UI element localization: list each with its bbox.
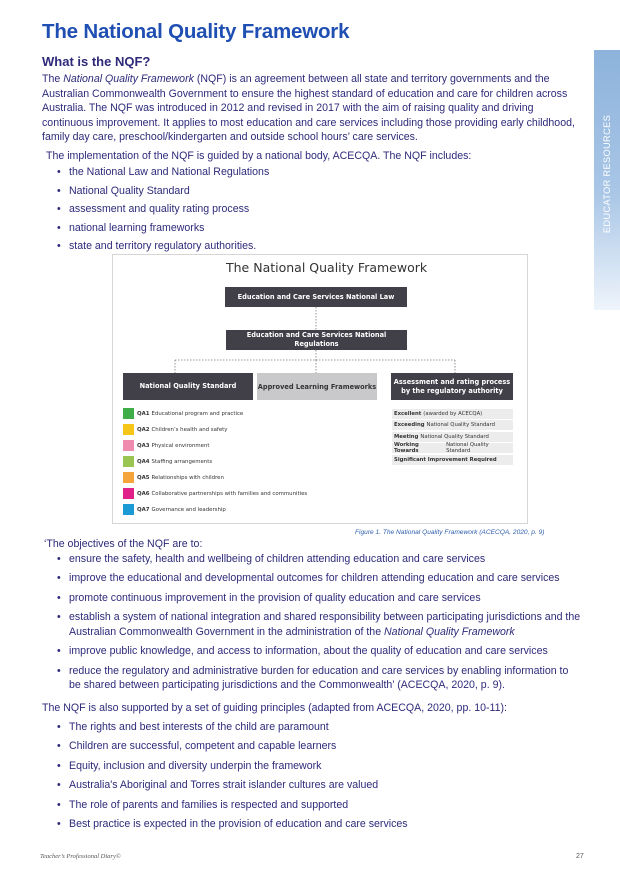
list-item: • assessment and quality rating process	[42, 202, 582, 217]
quality-area-label: Physical environment	[151, 442, 210, 449]
list-item: • reduce the regulatory and administrative burden for education and care services by enabling information to be shared between participating jurisdictions and the Commonwealth’ (ACECQA, 2020, p. 9).	[42, 664, 582, 693]
quality-area-label: Relationships with children	[151, 474, 224, 481]
list-item: • state and territory regulatory authorities.	[42, 239, 582, 254]
intro-italic-title: National Quality Framework	[63, 73, 194, 85]
rating-desc: National Quality Standard	[420, 434, 489, 440]
rating-item	[392, 455, 513, 465]
quality-area-item	[123, 440, 210, 451]
rating-level: Meeting	[394, 434, 419, 440]
quality-area-swatch	[123, 456, 134, 467]
list-item: • promote continuous improvement in the provision of quality education and care services	[42, 591, 582, 606]
list-item: • The rights and best interests of the child are paramount	[42, 720, 582, 735]
page-title: The National Quality Framework	[42, 20, 350, 43]
list-item	[42, 610, 582, 639]
list-item: • Equity, inclusion and diversity underpin the framework	[42, 759, 582, 774]
rating-level: Working Towards	[394, 442, 419, 454]
list-item: • National Quality Standard	[42, 184, 582, 199]
figure-title: The National Quality Framework	[226, 260, 428, 275]
list-item: • improve public knowledge, and access to information, about the quality of education and care services	[42, 644, 582, 659]
quality-area-item	[123, 472, 224, 483]
footer-title: Teacher’s Professional Diary©	[40, 853, 121, 860]
national-regulations-box: Education and Care Services National Regulations	[226, 330, 407, 350]
list-item: • ensure the safety, health and wellbeing of children attending education and care services	[42, 552, 582, 567]
quality-area-item	[123, 504, 226, 515]
quality-area-code: QA7	[137, 506, 150, 513]
assessment-box	[391, 373, 513, 400]
objectives-list	[42, 552, 582, 693]
side-tab	[594, 50, 620, 310]
rating-level: Excellent	[394, 411, 422, 417]
rating-desc: (awarded by ACECQA)	[423, 411, 483, 417]
includes-list	[42, 165, 582, 254]
national-law-box: Education and Care Services National Law	[225, 287, 407, 307]
intro-before: The	[42, 73, 64, 85]
objective-4-text: establish a system of national integration and shared responsibility between participating jurisdictions and the Australian Commonwealth Government in the administration of the	[69, 611, 581, 638]
quality-area-swatch	[123, 424, 134, 435]
quality-area-item	[123, 408, 243, 419]
page-number: 27	[576, 853, 584, 860]
list-item: • Australia's Aboriginal and Torres strait islander cultures are valued	[42, 778, 582, 793]
list-item: • Best practice is expected in the provision of education and care services	[42, 817, 582, 832]
side-tab-label: EDUCATOR RESOURCES	[602, 114, 612, 234]
quality-area-code: QA6	[137, 490, 150, 497]
list-item: • The role of parents and families is respected and supported	[42, 798, 582, 813]
quality-area-swatch	[123, 408, 134, 419]
quality-area-label: Educational program and practice	[151, 410, 244, 417]
quality-area-code: QA3	[137, 442, 150, 449]
rating-item	[392, 432, 513, 442]
list-item: • Children are successful, competent and capable learners	[42, 739, 582, 754]
quality-area-swatch	[123, 488, 134, 499]
intro-after: (NQF) is an agreement between all state and territory governments and the Australian Commonwealth Government to ensure the highest standard of education and care for children across Australia. The NQF was introduced in 2012 and revised in 2017 with the aim of raising quality and driving continuous improvement. It applies to most education and care services including those providing early childhood, family day care, preschool/kindergarten and outside school hours’ care services.	[42, 73, 575, 144]
quality-area-item	[123, 424, 227, 435]
quality-area-code: QA2	[137, 426, 150, 433]
quality-area-swatch	[123, 440, 134, 451]
quality-area-code: QA5	[137, 474, 150, 481]
quality-area-item	[123, 456, 212, 467]
section-heading: What is the NQF?	[42, 54, 151, 69]
principles-intro: The NQF is also supported by a set of guiding principles (adapted from ACECQA, 2020, pp. 10-11):	[42, 702, 507, 714]
rating-desc: National Quality Standard	[426, 422, 495, 428]
rating-level: Exceeding	[394, 422, 425, 428]
assessment-line-2: by the regulatory authority	[401, 386, 503, 395]
list-item: • national learning frameworks	[42, 221, 582, 236]
implementation-paragraph: The implementation of the NQF is guided by a national body, ACECQA. The NQF includes:	[46, 150, 472, 162]
quality-area-swatch	[123, 472, 134, 483]
rating-item	[392, 420, 513, 430]
principles-list	[42, 720, 582, 832]
quality-area-code: QA4	[137, 458, 150, 465]
objective-4-italic: National Quality Framework	[384, 625, 515, 638]
rating-item	[392, 409, 513, 419]
nqs-box: National Quality Standard	[123, 373, 253, 400]
quality-area-code: QA1	[137, 410, 150, 417]
alf-box: Approved Learning Frameworks	[257, 373, 377, 400]
intro-paragraph	[42, 72, 576, 145]
rating-item	[392, 443, 513, 453]
list-item: • the National Law and National Regulations	[42, 165, 582, 180]
quality-area-swatch	[123, 504, 134, 515]
list-item: • improve the educational and developmental outcomes for children attending education and care services	[42, 571, 582, 586]
figure-caption: Figure 1. The National Quality Framework (ACECQA, 2020, p. 9)	[355, 529, 545, 536]
assessment-line-1: Assessment and rating process	[393, 377, 511, 386]
quality-area-label: Children’s health and safety	[151, 426, 228, 433]
objectives-intro: ‘The objectives of the NQF are to:	[44, 538, 203, 550]
quality-area-label: Collaborative partnerships with families and communities	[151, 490, 308, 497]
rating-level: Significant Improvement Required	[394, 457, 497, 463]
rating-desc: National Quality Standard	[446, 442, 489, 454]
quality-area-label: Staffing arrangements	[151, 458, 213, 465]
quality-area-item	[123, 488, 307, 499]
quality-area-label: Governance and leadership	[151, 506, 226, 513]
